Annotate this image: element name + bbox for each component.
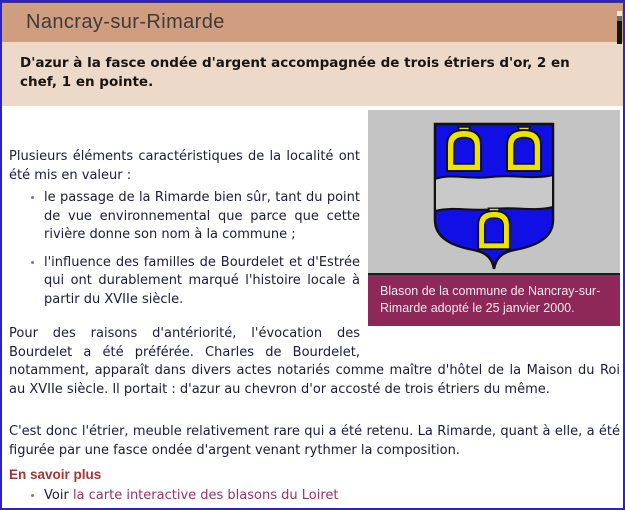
link-prefix: Voir	[44, 488, 73, 503]
etrier-paragraph: C'est donc l'étrier, meuble relativement rare qui a été retenu. La Rimarde, quant à elle, a été figurée par une fasce ondée d'argent venant rythmer la composition.	[9, 424, 620, 458]
bourdelet-paragraph: Pour des raisons d'antériorité, l'évocation des Bourdelet a été préférée. Charles de Bourdelet, notamment, apparaît dans divers actes notariés comme maître d'hôtel de la Maison du Roi au XVIIe siècle. Il portait : d'azur au chevron d'or accosté de trois étriers du même.	[9, 326, 620, 397]
list-item	[44, 487, 620, 506]
blason-caption: Blason de la commune de Nancray-sur-Rimarde adopté le 25 janvier 2000.	[368, 275, 620, 326]
coat-of-arms-graphic	[433, 122, 555, 272]
scrollbar-thumb[interactable]	[617, 11, 622, 44]
list-item: • l'influence des familles de Bourdelet et d'Estrée qui ont durablement marqué l'histoire locale à partir du XVIIe siècle.	[44, 254, 620, 310]
intro-paragraph: Plusieurs éléments caractéristiques de la localité ont été mis en valeur :	[9, 149, 360, 183]
list-item: • le passage de la Rimarde bien sûr, tant du point de vue environnemental que parce que cette rivière donne son nom à la commune ;	[44, 189, 620, 245]
stirrup-icon	[478, 208, 510, 249]
more-heading: En savoir plus	[9, 467, 102, 482]
page-title: Nancray-sur-Rimarde	[26, 11, 225, 33]
stirrup-icon	[447, 127, 481, 171]
blazon-description-band	[2, 42, 623, 106]
main-content	[2, 106, 623, 506]
stirrup-icon	[507, 127, 541, 171]
blasons-map-link[interactable]: la carte interactive des blasons du Loiret	[72, 488, 339, 503]
blason-image	[368, 110, 620, 275]
page-header	[2, 2, 623, 42]
links-list	[9, 487, 620, 506]
fasce-ondee-shape	[435, 175, 553, 211]
blazon-description: D'azur à la fasce ondée d'argent accompagnée de trois étriers d'or, 2 en chef, 1 en pointe.	[20, 55, 570, 90]
blason-figure	[368, 110, 620, 326]
